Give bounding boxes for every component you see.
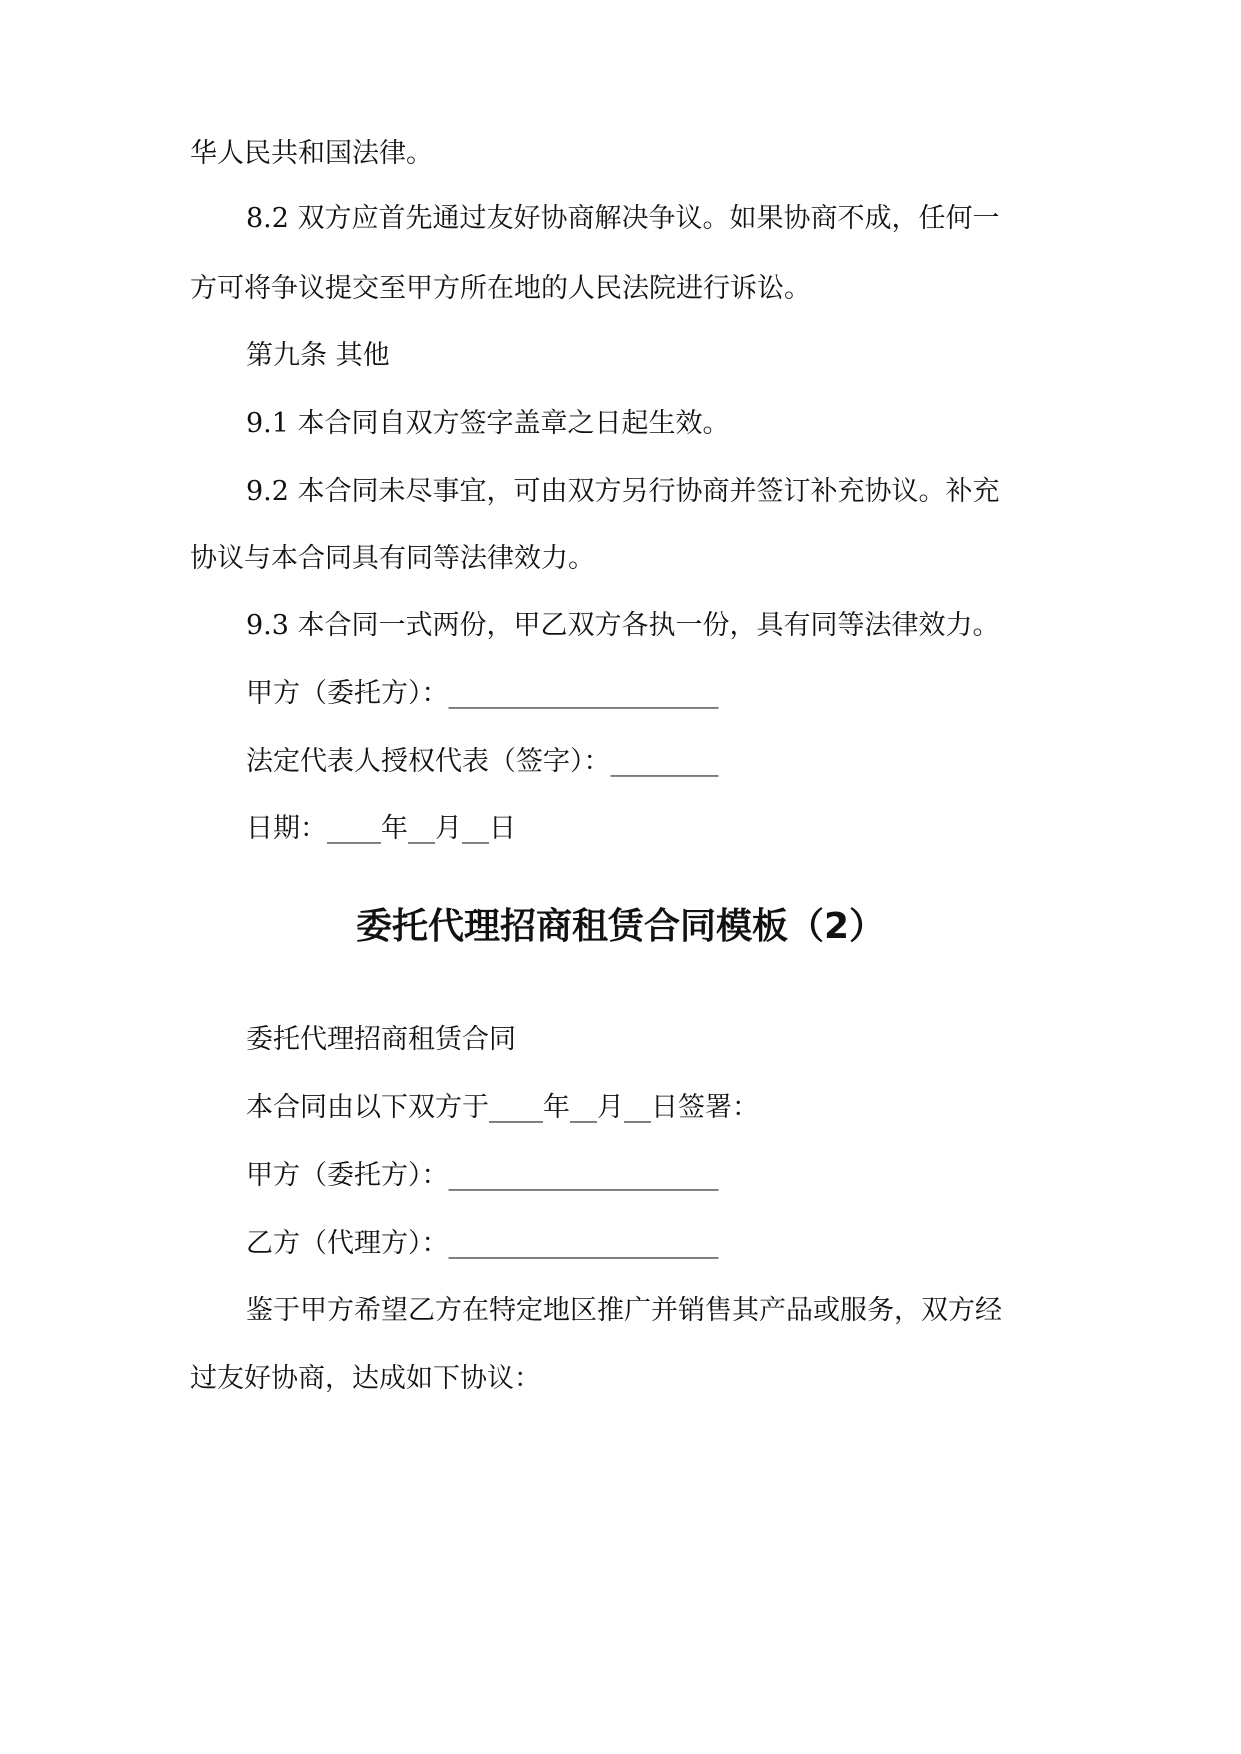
- clause-8-2-line-1: 8.2 双方应首先通过友好协商解决争议。如果协商不成，任何一: [246, 203, 1000, 234]
- article-9-heading: 第九条 其他: [246, 340, 390, 371]
- paragraph-continuation-law: 华人民共和国法律。: [190, 138, 433, 169]
- clause-9-3: 9.3 本合同一式两份，甲乙双方各执一份，具有同等法律效力。: [246, 610, 1000, 641]
- clause-9-2-line-1: 9.2 本合同未尽事宜，可由双方另行协商并签订补充协议。补充: [246, 476, 1000, 507]
- clause-9-2-line-2: 协议与本合同具有同等法律效力。: [190, 543, 595, 574]
- signing-date-line: 本合同由以下双方于____年__月__日签署：: [246, 1092, 759, 1123]
- preamble-line-2: 过友好协商，达成如下协议：: [190, 1363, 541, 1394]
- party-a-line: 甲方（委托方）：____________________: [246, 1160, 719, 1191]
- preamble-line-1: 鉴于甲方希望乙方在特定地区推广并销售其产品或服务，双方经: [246, 1295, 1002, 1326]
- party-a-signature-line: 甲方（委托方）：____________________: [246, 678, 719, 709]
- party-b-line: 乙方（代理方）：____________________: [246, 1228, 719, 1259]
- authorized-rep-signature-line: 法定代表人授权代表（签字）：________: [246, 746, 719, 777]
- document-title: 委托代理招商租赁合同模板（2）: [355, 906, 886, 947]
- clause-9-1: 9.1 本合同自双方签字盖章之日起生效。: [246, 408, 730, 439]
- clause-8-2-line-2: 方可将争议提交至甲方所在地的人民法院进行诉讼。: [190, 273, 811, 304]
- contract-name: 委托代理招商租赁合同: [246, 1024, 516, 1055]
- date-line: 日期：____年__月__日: [246, 813, 516, 844]
